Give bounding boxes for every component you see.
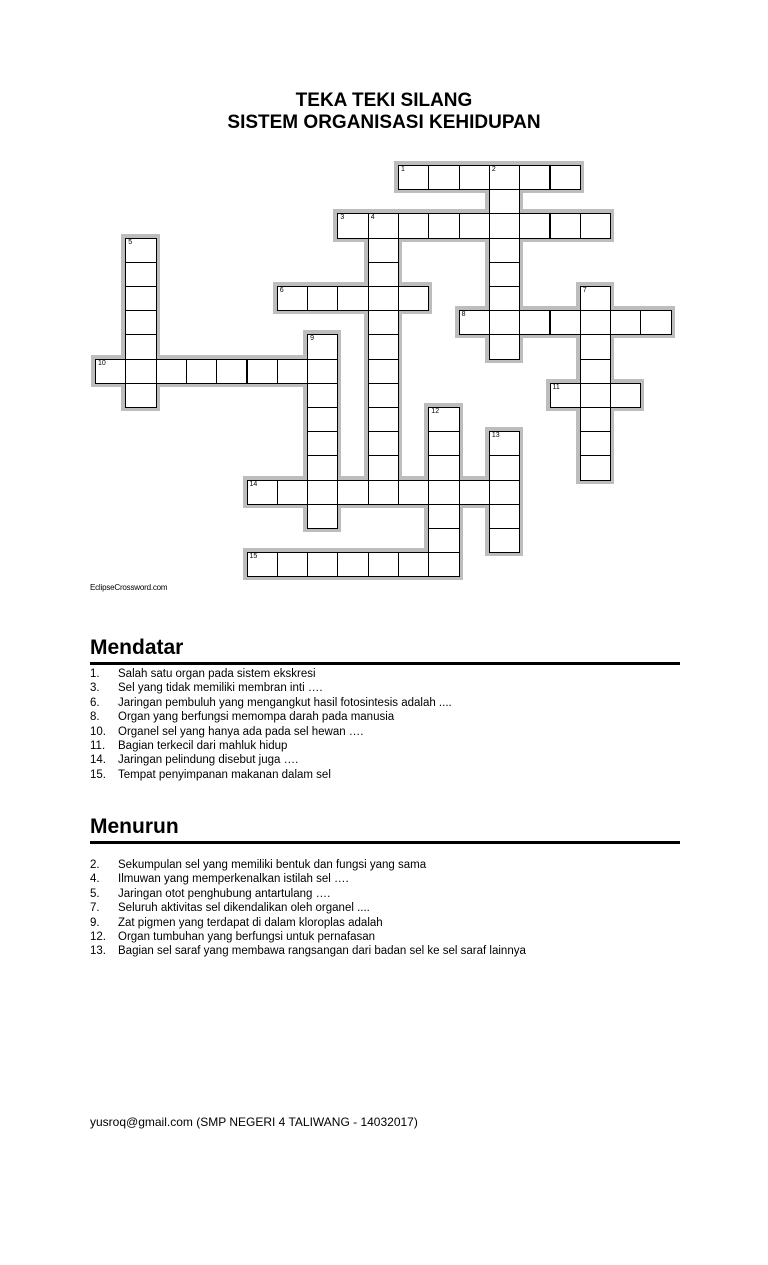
clue-down-7 — [90, 901, 690, 915]
crossword-cell[interactable] — [610, 383, 641, 408]
crossword-cell[interactable] — [489, 189, 520, 214]
mendatar-rule — [90, 662, 680, 665]
clue-number-label: 5 — [128, 238, 133, 246]
clue-text: Sel yang tidak memiliki membran inti …. — [118, 682, 323, 695]
crossword-cell[interactable] — [368, 286, 399, 311]
crossword-cell[interactable] — [337, 286, 368, 311]
clue-down-4 — [90, 872, 690, 886]
crossword-cell[interactable] — [519, 165, 550, 190]
clue-number-label: 15 — [249, 553, 258, 561]
footer-contact: yusroq@gmail.com (SMP NEGERI 4 TALIWANG - 14032017) — [90, 1115, 418, 1129]
crossword-cell[interactable] — [489, 262, 520, 287]
crossword-cell[interactable] — [368, 238, 399, 263]
clue-text: Jaringan pelindung disebut juga …. — [118, 754, 299, 767]
clue-number: 9. — [90, 916, 100, 929]
crossword-cell[interactable] — [580, 455, 611, 480]
clue-across-11 — [90, 739, 690, 753]
clue-text: Tempat penyimpanan makanan dalam sel — [118, 768, 331, 781]
crossword-credit: EclipseCrossword.com — [90, 583, 168, 592]
clue-number-label: 4 — [370, 214, 375, 222]
crossword-cell[interactable] — [307, 286, 338, 311]
crossword-cell[interactable] — [489, 480, 520, 505]
crossword-cell[interactable] — [459, 165, 490, 190]
clue-number: 12. — [90, 931, 106, 944]
crossword-cell[interactable] — [428, 455, 459, 480]
crossword-cell[interactable] — [368, 455, 399, 480]
clue-text: Organ yang berfungsi memompa darah pada manusia — [118, 711, 395, 724]
crossword-cell[interactable] — [398, 286, 429, 311]
clue-number: 10. — [90, 725, 106, 738]
crossword-cell[interactable] — [489, 238, 520, 263]
crossword-cell[interactable] — [125, 310, 156, 335]
crossword-cell[interactable] — [398, 213, 429, 238]
crossword-cell[interactable] — [610, 310, 641, 335]
menurun-clue-list — [90, 858, 690, 959]
clue-number-label: 14 — [249, 480, 258, 488]
crossword-cell[interactable] — [428, 480, 459, 505]
crossword-cell[interactable] — [580, 310, 611, 335]
crossword-cell[interactable] — [580, 407, 611, 432]
clue-number: 2. — [90, 859, 100, 871]
title-line-1: TEKA TEKI SILANG — [295, 90, 473, 111]
crossword-cell[interactable] — [247, 359, 278, 384]
crossword-cell[interactable] — [307, 552, 338, 577]
crossword-cell[interactable] — [580, 286, 611, 311]
crossword-cell[interactable] — [307, 431, 338, 456]
crossword-cell[interactable] — [489, 455, 520, 480]
crossword-cell[interactable] — [368, 480, 399, 505]
crossword-cell[interactable] — [186, 359, 217, 384]
clue-number-label: 7 — [582, 287, 587, 294]
crossword-cell[interactable] — [95, 359, 126, 384]
crossword-cell[interactable] — [247, 552, 278, 577]
clue-text: Jaringan otot penghubung antartulang …. — [118, 887, 331, 900]
crossword-cell[interactable] — [307, 504, 338, 529]
crossword-cell[interactable] — [368, 552, 399, 577]
crossword-cell[interactable] — [580, 359, 611, 384]
clue-number-label: 13 — [491, 432, 500, 440]
crossword-cell[interactable] — [489, 528, 520, 553]
crossword-cell[interactable] — [489, 334, 520, 359]
crossword-cell[interactable] — [489, 165, 520, 190]
crossword-cell[interactable] — [489, 213, 520, 238]
clue-number-label: 6 — [279, 287, 284, 294]
clue-across-8 — [90, 710, 690, 724]
title-line-2: SISTEM ORGANISASI KEHIDUPAN — [227, 112, 541, 133]
crossword-cell[interactable] — [428, 552, 459, 577]
crossword-cell[interactable] — [368, 334, 399, 359]
clue-across-14 — [90, 753, 690, 767]
crossword-cell[interactable] — [125, 383, 156, 408]
crossword-cell[interactable] — [277, 552, 308, 577]
crossword-cell[interactable] — [489, 310, 520, 335]
clue-text: Jaringan pembuluh yang mengangkut hasil fotosintesis adalah .... — [118, 696, 452, 709]
crossword-cell[interactable] — [580, 213, 611, 238]
crossword-cell[interactable] — [216, 359, 247, 384]
crossword-grid — [0, 0, 768, 600]
crossword-cell[interactable] — [368, 213, 399, 238]
clue-across-3 — [90, 681, 690, 695]
crossword-cell[interactable] — [337, 552, 368, 577]
clue-number-label: 8 — [461, 311, 466, 319]
crossword-cell[interactable] — [307, 334, 338, 359]
crossword-cell[interactable] — [247, 480, 278, 505]
clue-number: 11. — [90, 740, 106, 753]
crossword-cell[interactable] — [550, 383, 581, 408]
crossword-cell[interactable] — [459, 213, 490, 238]
clue-text: Ilmuwan yang memperkenalkan istilah sel …. — [118, 873, 349, 886]
crossword-cell[interactable] — [307, 359, 338, 384]
crossword-cell[interactable] — [459, 480, 490, 505]
crossword-cell[interactable] — [307, 455, 338, 480]
clue-text: Organel sel yang hanya ada pada sel hewan …. — [118, 725, 364, 738]
clue-number: 14. — [90, 754, 106, 767]
crossword-cell[interactable] — [459, 310, 490, 335]
clue-across-6 — [90, 696, 690, 710]
clue-text: Organ tumbuhan yang berfungsi untuk pernafasan — [118, 931, 376, 944]
clue-down-12 — [90, 930, 690, 944]
crossword-cell[interactable] — [368, 359, 399, 384]
crossword-cell[interactable] — [307, 383, 338, 408]
crossword-cell[interactable] — [368, 262, 399, 287]
clue-number: 4. — [90, 873, 100, 886]
menurun-rule — [90, 841, 680, 844]
crossword-cell[interactable] — [398, 480, 429, 505]
crossword-cell[interactable] — [489, 504, 520, 529]
crossword-cell[interactable] — [307, 407, 338, 432]
crossword-cell[interactable] — [580, 334, 611, 359]
clue-number: 1. — [90, 668, 100, 680]
clue-across-1 — [90, 667, 690, 681]
crossword-cell[interactable] — [277, 286, 308, 311]
clue-number-label: 2 — [491, 166, 496, 173]
crossword-cell[interactable] — [368, 310, 399, 335]
crossword-cell[interactable] — [550, 165, 581, 190]
crossword-cell[interactable] — [156, 359, 187, 384]
crossword-cell[interactable] — [550, 310, 581, 335]
clue-text: Zat pigmen yang terdapat di dalam kloroplas adalah — [118, 916, 383, 929]
clue-number: 15. — [90, 768, 106, 781]
crossword-cell[interactable] — [428, 407, 459, 432]
crossword-cell[interactable] — [489, 286, 520, 311]
clue-number: 5. — [90, 887, 100, 900]
crossword-cell[interactable] — [125, 262, 156, 287]
crossword-cell[interactable] — [125, 334, 156, 359]
clue-number: 8. — [90, 711, 100, 724]
crossword-cell[interactable] — [277, 480, 308, 505]
clue-text: Sekumpulan sel yang memiliki bentuk dan fungsi yang sama — [118, 859, 427, 871]
crossword-cell[interactable] — [368, 383, 399, 408]
crossword-cell[interactable] — [368, 407, 399, 432]
clue-number: 7. — [90, 902, 100, 915]
crossword-cell[interactable] — [428, 431, 459, 456]
clue-text: Bagian terkecil dari mahluk hidup — [118, 740, 288, 753]
crossword-cell[interactable] — [337, 480, 368, 505]
clue-number-label: 10 — [98, 359, 106, 367]
clue-number-label: 3 — [340, 214, 345, 222]
menurun-heading: Menurun — [90, 815, 179, 838]
crossword-cell[interactable] — [337, 213, 368, 238]
clue-number-label: 1 — [401, 166, 405, 173]
crossword-cell[interactable] — [398, 165, 429, 190]
crossword-cell[interactable] — [368, 431, 399, 456]
crossword-cell[interactable] — [519, 310, 550, 335]
crossword-cell[interactable] — [125, 359, 156, 384]
crossword-cell[interactable] — [519, 213, 550, 238]
crossword-cell[interactable] — [277, 359, 308, 384]
crossword-cell[interactable] — [580, 431, 611, 456]
clue-across-10 — [90, 725, 690, 739]
clue-down-13 — [90, 944, 690, 958]
crossword-cell[interactable] — [640, 310, 671, 335]
crossword-cell[interactable] — [125, 238, 156, 263]
crossword-cell[interactable] — [550, 213, 581, 238]
crossword-cell[interactable] — [125, 286, 156, 311]
crossword-cell[interactable] — [307, 480, 338, 505]
clue-number-label: 9 — [310, 335, 314, 343]
crossword-cell[interactable] — [428, 213, 459, 238]
clue-across-15 — [90, 768, 690, 782]
clue-number-label: 11 — [552, 383, 560, 391]
clue-number: 6. — [90, 696, 100, 709]
clue-number: 3. — [90, 682, 100, 695]
mendatar-heading: Mendatar — [90, 636, 184, 659]
clue-text: Bagian sel saraf yang membawa rangsangan dari badan sel ke sel saraf lainnya — [118, 945, 526, 958]
crossword-cell[interactable] — [428, 528, 459, 553]
clue-number: 13. — [90, 945, 106, 958]
crossword-cell[interactable] — [428, 165, 459, 190]
crossword-cell[interactable] — [398, 552, 429, 577]
crossword-cell[interactable] — [428, 504, 459, 529]
mendatar-clue-list — [90, 667, 690, 782]
clue-down-2 — [90, 858, 690, 872]
crossword-cell[interactable] — [580, 383, 611, 408]
crossword-cell[interactable] — [489, 431, 520, 456]
clue-down-5 — [90, 887, 690, 901]
clue-text: Seluruh aktivitas sel dikendalikan oleh organel .... — [118, 902, 370, 915]
clue-down-9 — [90, 916, 690, 930]
clue-text: Salah satu organ pada sistem ekskresi — [118, 668, 316, 680]
clue-number-label: 12 — [431, 408, 440, 415]
